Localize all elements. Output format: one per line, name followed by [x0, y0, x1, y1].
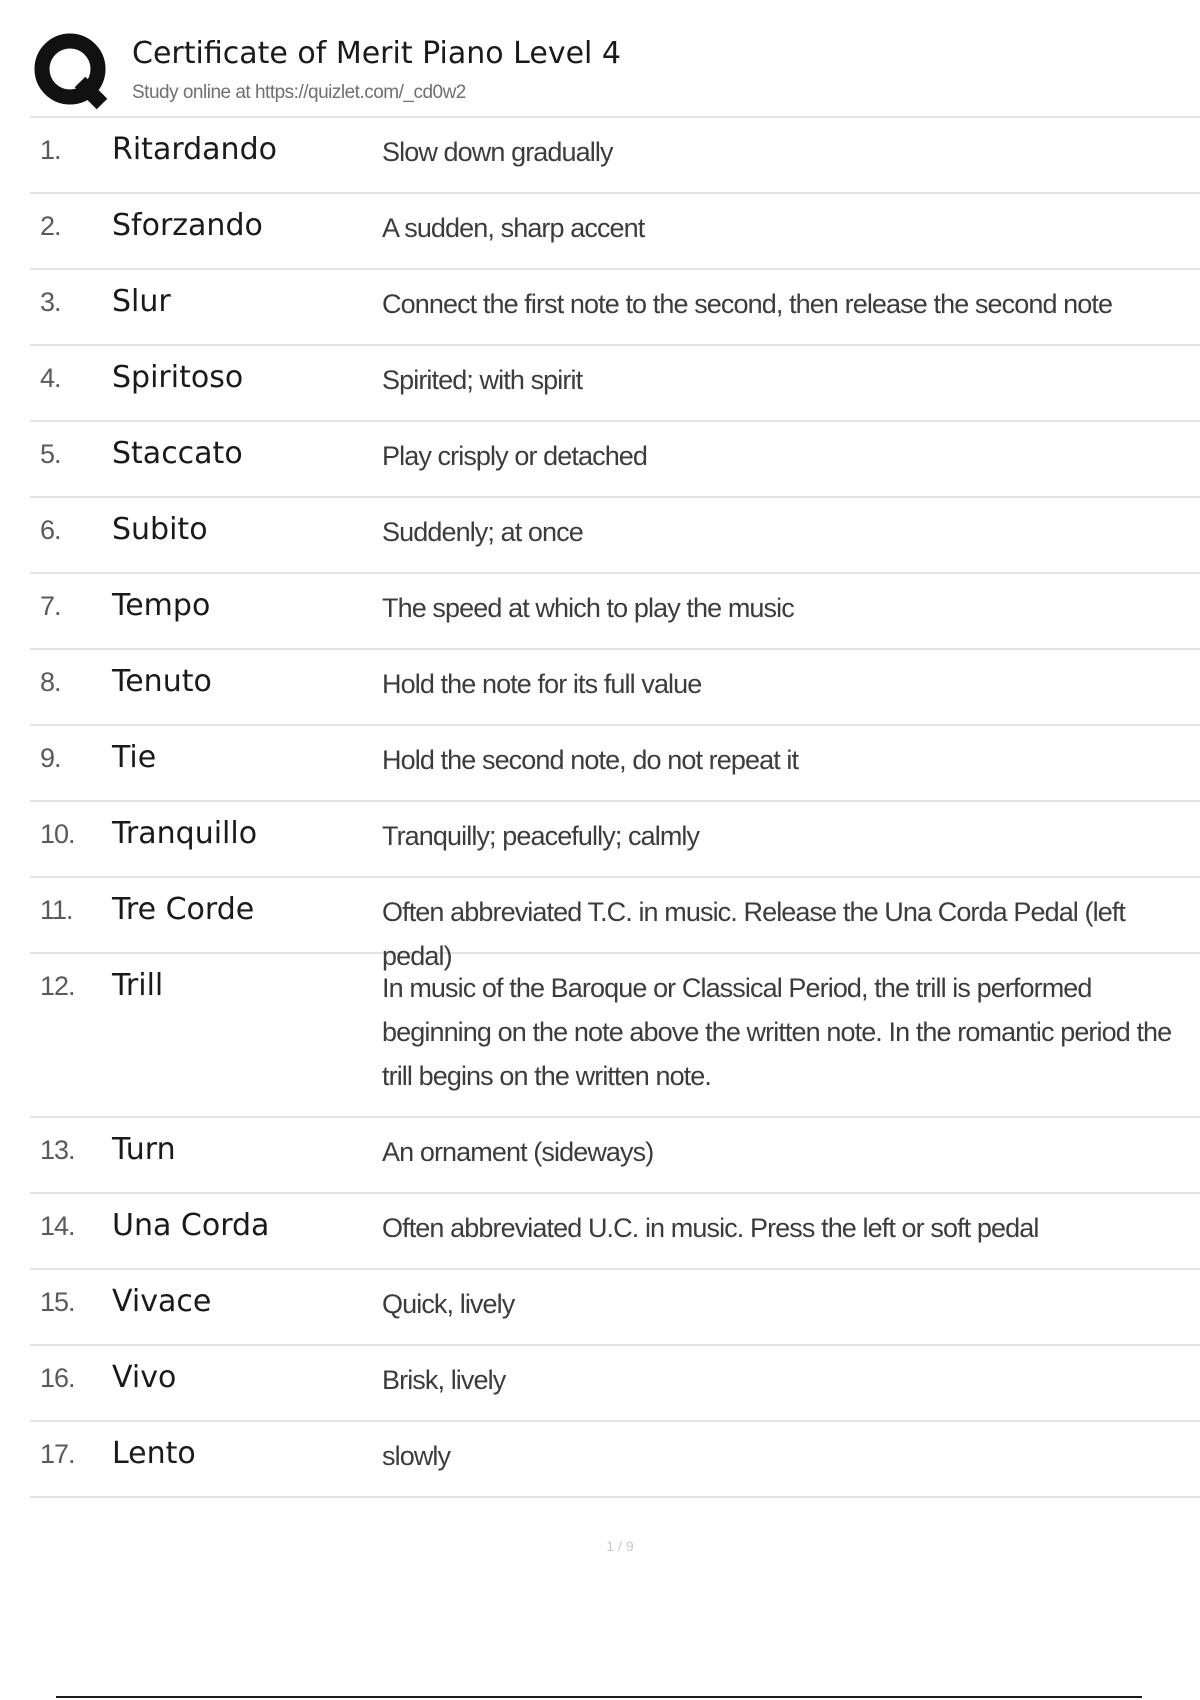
term-definition: Tranquilly; peacefully; calmly [382, 821, 700, 851]
term-row [30, 346, 1200, 422]
term-word: Slur [112, 284, 171, 319]
term-word: Tenuto [112, 664, 212, 699]
term-row [30, 574, 1200, 650]
term-number: 12. [40, 971, 75, 1001]
term-number: 6. [40, 515, 61, 545]
term-number: 16. [40, 1363, 75, 1393]
term-word: Tranquillo [112, 816, 258, 851]
term-definition: Suddenly; at once [382, 517, 583, 547]
term-number: 11. [40, 895, 73, 925]
quizlet-q-logo-icon [32, 32, 110, 110]
term-number: 3. [40, 287, 61, 317]
term-word: Sforzando [112, 208, 263, 243]
term-word: Lento [112, 1436, 196, 1471]
page-number: 1 / 9 [606, 1538, 634, 1554]
term-number: 13. [40, 1135, 75, 1165]
term-definition: Quick, lively [382, 1289, 515, 1319]
term-definition: Connect the first note to the second, then release the second note [382, 289, 1113, 319]
term-word: Subito [112, 512, 208, 547]
page-bottom-divider [56, 1696, 1142, 1698]
term-number: 10. [40, 819, 75, 849]
term-number: 4. [40, 363, 61, 393]
term-number: 7. [40, 591, 61, 621]
study-online-link[interactable]: Study online at https://quizlet.com/_cd0w2 [132, 82, 466, 103]
term-row [30, 1422, 1200, 1498]
term-definition: An ornament (sideways) [382, 1137, 654, 1167]
term-word: Tie [112, 740, 157, 775]
term-number: 14. [40, 1211, 75, 1241]
term-definition: In music of the Baroque or Classical Period, the trill is performed beginning on the note above the written note. In the romantic period the trill begins on the written note. [382, 973, 1172, 1091]
term-row [30, 422, 1200, 498]
term-row [30, 954, 1200, 1118]
term-definition: Spirited; with spirit [382, 365, 583, 395]
term-row [30, 650, 1200, 726]
term-number: 1. [40, 135, 61, 165]
term-word: Ritardando [112, 132, 277, 167]
term-definition: Slow down gradually [382, 137, 613, 167]
term-number: 2. [40, 211, 61, 241]
term-number: 9. [40, 743, 61, 773]
term-row [30, 726, 1200, 802]
term-definition: Hold the second note, do not repeat it [382, 745, 799, 775]
term-row [30, 194, 1200, 270]
term-number: 15. [40, 1287, 75, 1317]
term-word: Vivace [112, 1284, 212, 1319]
term-number: 5. [40, 439, 61, 469]
term-definition: Brisk, lively [382, 1365, 506, 1395]
term-word: Turn [112, 1132, 176, 1167]
term-word: Staccato [112, 436, 243, 471]
term-row [30, 1194, 1200, 1270]
term-number: 8. [40, 667, 61, 697]
term-row [30, 1118, 1200, 1194]
term-row [30, 878, 1200, 971]
term-definition: Often abbreviated U.C. in music. Press the left or soft pedal [382, 1213, 1039, 1243]
term-row [30, 118, 1200, 194]
term-row [30, 802, 1200, 878]
term-word: Una Corda [112, 1208, 270, 1243]
term-definition: Often abbreviated T.C. in music. Release the Una Corda Pedal (left pedal) [382, 897, 1126, 971]
term-row [30, 1346, 1200, 1422]
term-definition: Play crisply or detached [382, 441, 648, 471]
term-definition: slowly [382, 1441, 451, 1471]
term-word: Vivo [112, 1360, 177, 1395]
term-row [30, 1270, 1200, 1346]
term-word: Tre Corde [112, 892, 255, 927]
term-definition: Hold the note for its full value [382, 669, 702, 699]
term-row [30, 498, 1200, 574]
document-title: Certificate of Merit Piano Level 4 [132, 36, 621, 71]
term-word: Trill [112, 968, 164, 1003]
term-definition: The speed at which to play the music [382, 593, 794, 623]
term-word: Tempo [112, 588, 211, 623]
term-definition: A sudden, sharp accent [382, 213, 645, 243]
term-number: 17. [40, 1439, 75, 1469]
document-header [32, 32, 1200, 116]
terms-list [30, 116, 1200, 1498]
term-word: Spiritoso [112, 360, 244, 395]
term-row [30, 270, 1200, 346]
